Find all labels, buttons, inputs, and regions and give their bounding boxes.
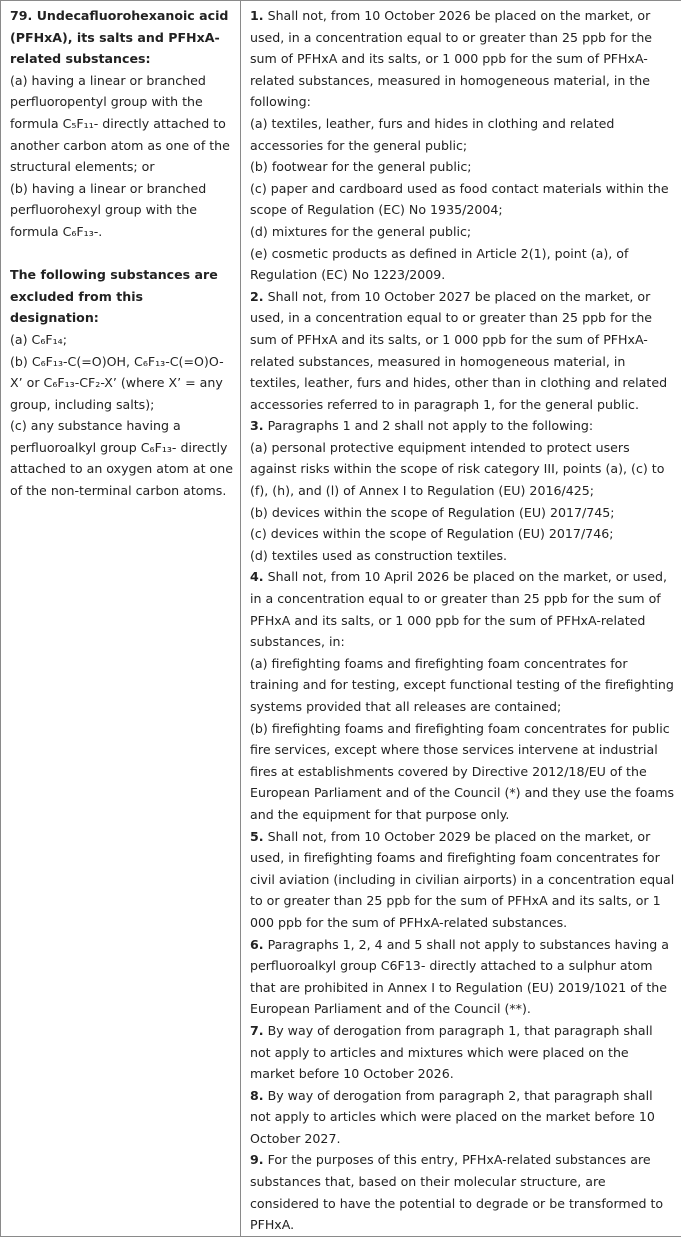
paragraph-number: 1. [250,8,264,23]
paragraph-number: 5. [250,829,264,844]
paragraph-8 [250,1085,675,1150]
substance-identity-cell [1,1,241,1237]
paragraph-number: 3. [250,418,264,433]
list-item: (e) cosmetic products as defined in Article 2(1), point (a), of Regulation (EC) No 1223/2009. [250,243,675,286]
paragraph-text: Paragraphs 1, 2, 4 and 5 shall not apply to substances having a perfluoroalkyl group C6F13- directly attached to a sulphur atom that are prohibited in Annex I to Regulation (EU) 2019/1021 of the European Parliament and of the Council (**). [250,937,669,1017]
paragraph-text: Shall not, from 10 April 2026 be placed on the market, or used, in a concentration equal to or greater than 25 ppb for the sum of PFHxA and its salts, or 1 000 ppb for the sum of PFHxA-related substances, in: [250,569,667,649]
list-item: (a) personal protective equipment intended to protect users against risks within the scope of risk category III, points (a), (c) to (f), (h), and (l) of Annex I to Regulation (EU) 2016/425; [250,437,675,502]
list-item: (b) footwear for the general public; [250,156,675,178]
list-item: (b) firefighting foams and firefighting foam concentrates for public fire services, except where those services intervene at industrial fires at establishments covered by Directive 2012/18/EU of the European Parliament and of the Council (*) and they use the foams and the equipment for that purpose only. [250,718,675,826]
paragraph-3 [250,415,675,437]
paragraph-6 [250,934,675,1020]
paragraph-5 [250,826,675,934]
paragraph-4 [250,566,675,652]
list-item: (d) textiles used as construction textiles. [250,545,675,567]
paragraph-text: Shall not, from 10 October 2029 be placed on the market, or used, in firefighting foams and firefighting foam concentrates for civil aviation (including in civilian airports) in a concentration equal to or greater than 25 ppb for the sum of PFHxA and its salts, or 1 000 ppb for the sum of PFHxA-related substances. [250,829,674,930]
exclusion-item: (b) C₆F₁₃-C(=O)OH, C₆F₁₃-C(=O)O-X’ or C₆F₁₃-CF₂-X’ (where X’ = any group, including salts); [10,351,234,416]
scope-item: (a) having a linear or branched perfluoropentyl group with the formula C₅F₁₁- directly attached to another carbon atom as one of the structural elements; or [10,70,234,178]
paragraph-number: 4. [250,569,264,584]
paragraph-2 [250,286,675,416]
paragraph-7 [250,1020,675,1085]
list-item: (a) firefighting foams and firefighting foam concentrates for training and for testing, except functional testing of the firefighting systems provided that all releases are contained; [250,653,675,718]
paragraph-text: Shall not, from 10 October 2027 be placed on the market, or used, in a concentration equal to or greater than 25 ppb for the sum of PFHxA and its salts, or 1 000 ppb for the sum of PFHxA-related substances, measured in homogeneous material, in textiles, leather, furs and hides, other than in clothing and related accessories referred to in paragraph 1, for the general public. [250,289,667,412]
paragraph-text: Paragraphs 1 and 2 shall not apply to the following: [268,418,594,433]
paragraph-text: For the purposes of this entry, PFHxA-related substances are substances that, based on their molecular structure, are considered to have the potential to degrade or be transformed to PFHxA. [250,1152,663,1232]
spacer [10,243,234,265]
list-item: (a) textiles, leather, furs and hides in clothing and related accessories for the general public; [250,113,675,156]
paragraph-number: 9. [250,1152,264,1167]
paragraph-9 [250,1149,675,1235]
list-item: (b) devices within the scope of Regulation (EU) 2017/745; [250,502,675,524]
list-item: (d) mixtures for the general public; [250,221,675,243]
conditions-cell [241,1,681,1237]
paragraph-text: By way of derogation from paragraph 1, that paragraph shall not apply to articles and mixtures which were placed on the market before 10 October 2026. [250,1023,653,1081]
paragraph-text: By way of derogation from paragraph 2, that paragraph shall not apply to articles which were placed on the market before 10 October 2027. [250,1088,655,1146]
paragraph-number: 8. [250,1088,264,1103]
paragraph-1 [250,5,675,113]
exclusions-heading: The following substances are excluded from this designation: [10,264,234,329]
list-item: (c) paper and cardboard used as food contact materials within the scope of Regulation (EC) No 1935/2004; [250,178,675,221]
table-row [1,1,681,1237]
paragraph-text: Shall not, from 10 October 2026 be placed on the market, or used, in a concentration equal to or greater than 25 ppb for the sum of PFHxA and its salts, or 1 000 ppb for the sum of PFHxA-related substances, measured in homogeneous material, in the following: [250,8,652,109]
scope-item: (b) having a linear or branched perfluorohexyl group with the formula C₆F₁₃-. [10,178,234,243]
list-item: (c) devices within the scope of Regulation (EU) 2017/746; [250,523,675,545]
exclusion-item: (a) C₆F₁₄; [10,329,234,351]
paragraph-number: 2. [250,289,264,304]
paragraph-number: 6. [250,937,264,952]
entry-heading: 79. Undecafluorohexanoic acid (PFHxA), its salts and PFHxA-related substances: [10,5,234,70]
paragraph-number: 7. [250,1023,264,1038]
exclusion-item: (c) any substance having a perfluoroalkyl group C₆F₁₃- directly attached to an oxygen atom at one of the non-terminal carbon atoms. [10,415,234,501]
